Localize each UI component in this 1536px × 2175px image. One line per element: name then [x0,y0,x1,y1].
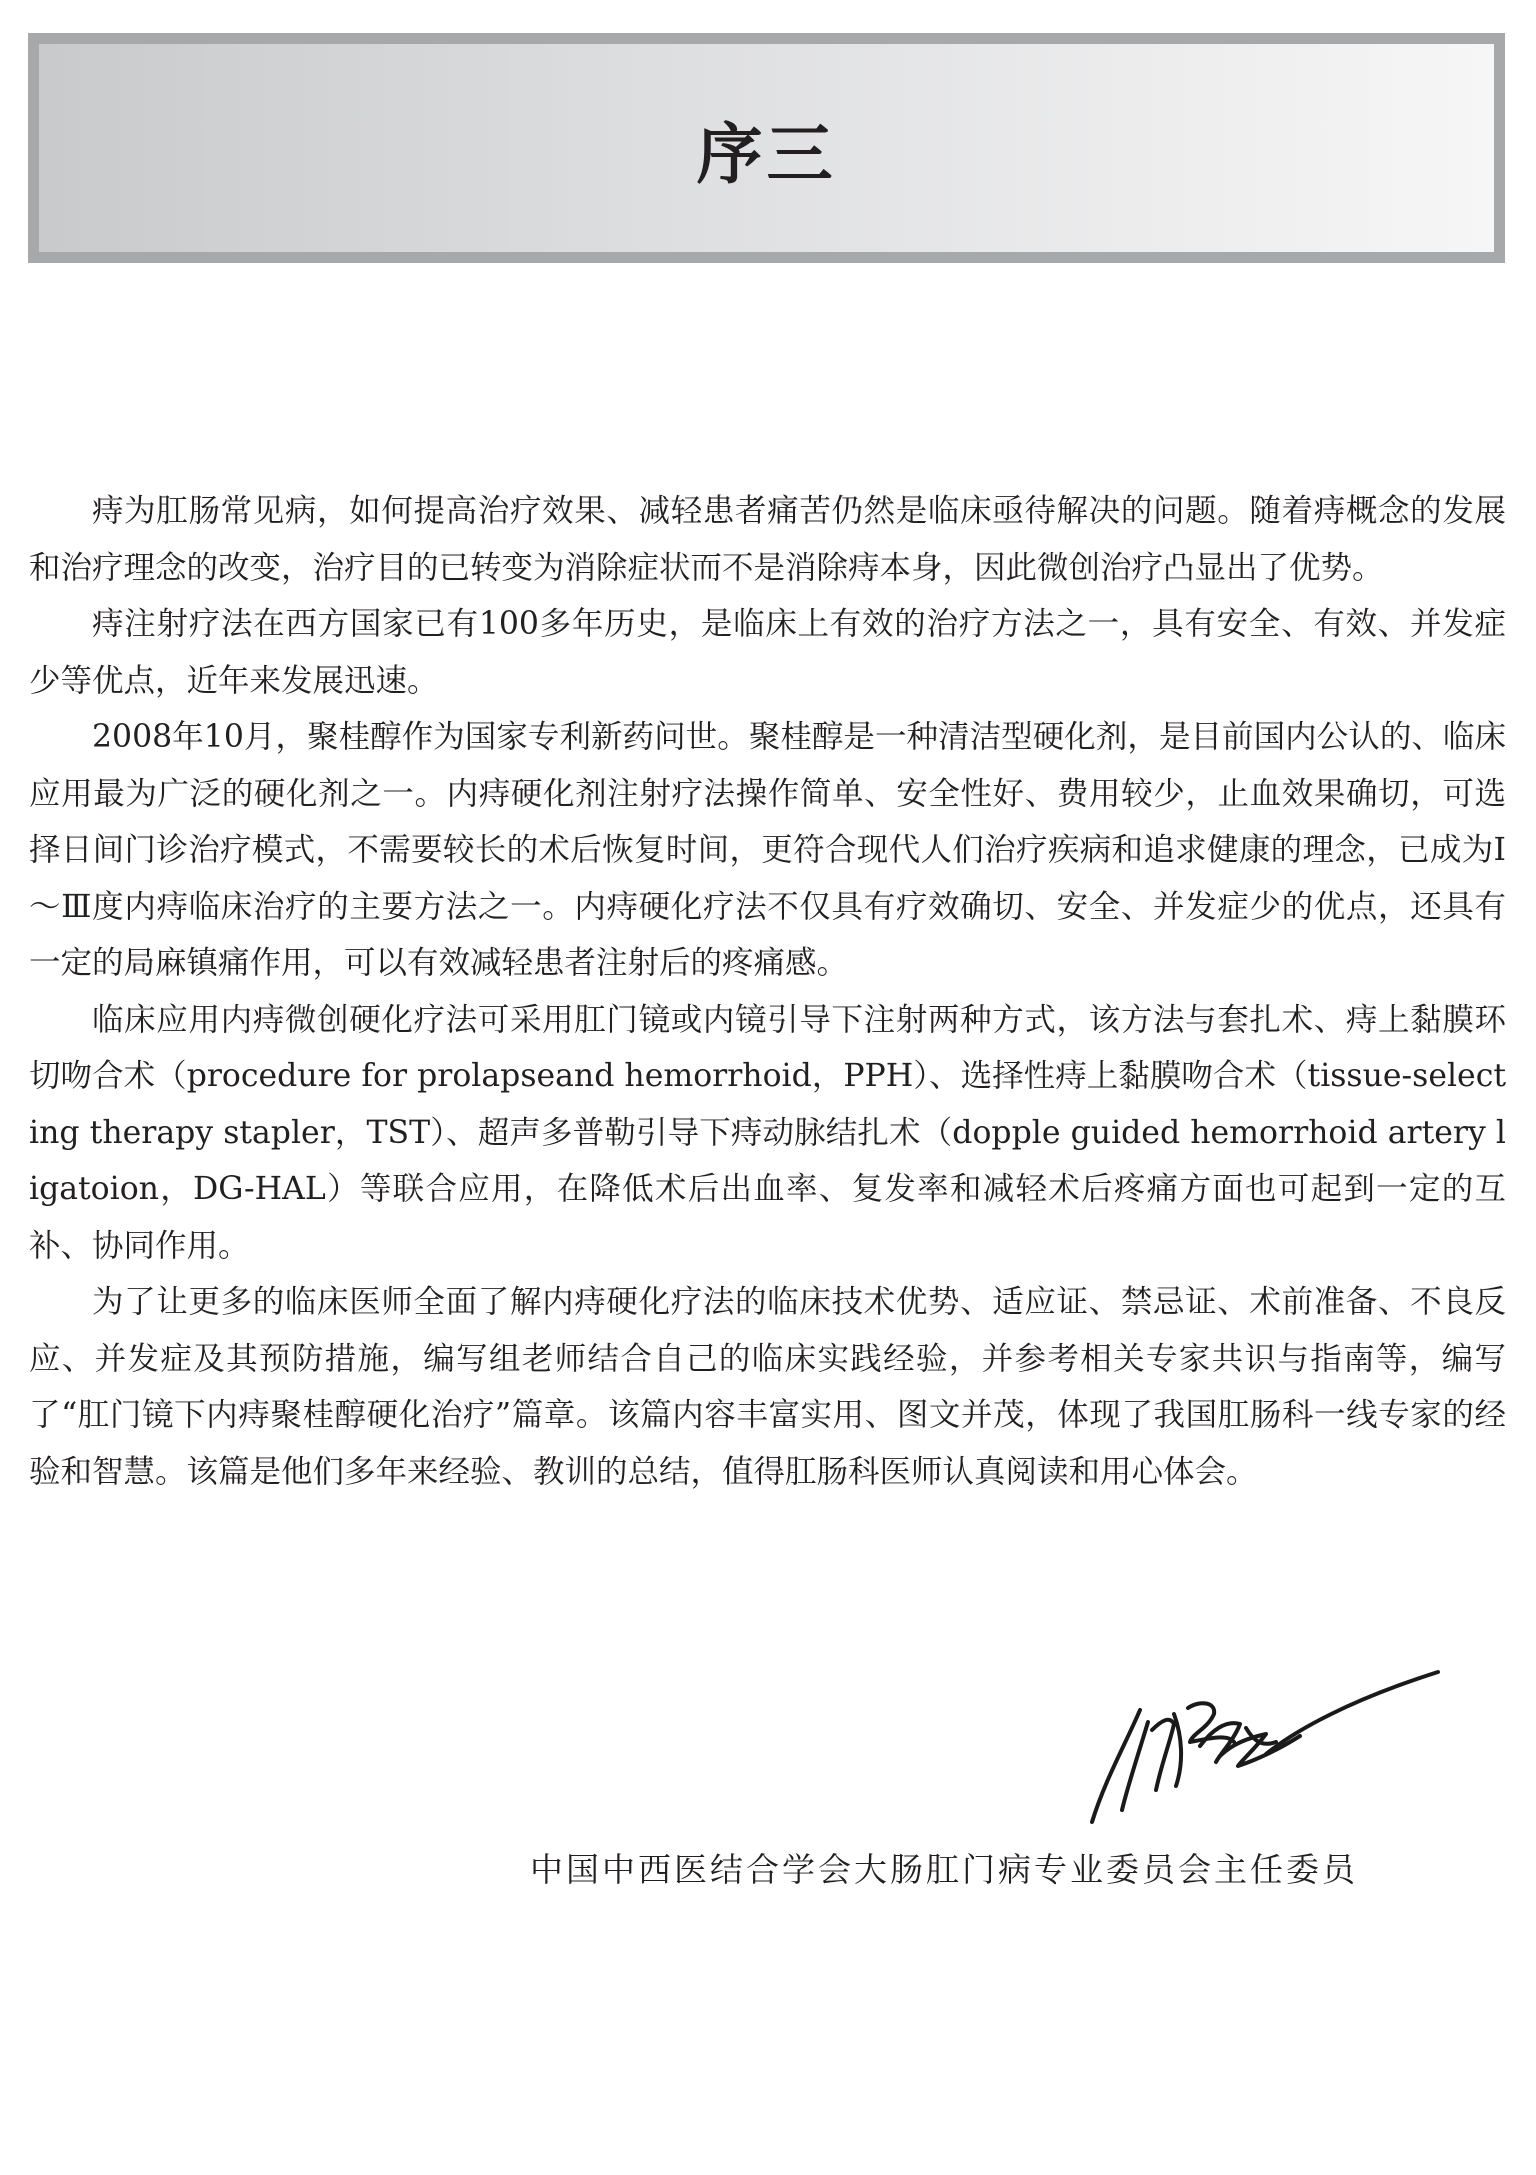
signer-title: 中国中西医结合学会大肠肛门病专业委员会主任委员 [530,1850,1358,1889]
paragraph-4: 临床应用内痔微创硬化疗法可采用肛门镜或内镜引导下注射两种方式，该方法与套扎术、痔上黏膜环切吻合术（procedure for prolapseand hemorrhoid，PPH）、选择性痔上黏膜吻合术（tissue-selecting therapy stapler，TST）、超声多普勒引导下痔动脉结扎术（dopple guided hemorrhoid artery ligatoion，DG-HAL）等联合应用，在降低术后出血率、复发率和减轻术后疼痛方面也可起到一定的互补、协同作用。 [29,1001,1506,1264]
preface-body [29,483,1506,1500]
handwritten-signature [1070,1650,1440,1830]
paragraph-1: 痔为肛肠常见病，如何提高治疗效果、减轻患者痛苦仍然是临床亟待解决的问题。随着痔概念的发展和治疗理念的改变，治疗目的已转变为消除症状而不是消除痔本身，因此微创治疗凸显出了优势。 [29,493,1506,586]
paragraph-3: 2008年10月，聚桂醇作为国家专利新药问世。聚桂醇是一种清洁型硬化剂，是目前国内公认的、临床应用最为广泛的硬化剂之一。内痔硬化剂注射疗法操作简单、安全性好、费用较少，止血效果确切，可选择日间门诊治疗模式，不需要较长的术后恢复时间，更符合现代人们治疗疾病和追求健康的理念，已成为Ⅰ～Ⅲ度内痔临床治疗的主要方法之一。内痔硬化疗法不仅具有疗效确切、安全、并发症少的优点，还具有一定的局麻镇痛作用，可以有效减轻患者注射后的疼痛感。 [29,719,1506,981]
paragraph-5: 为了让更多的临床医师全面了解内痔硬化疗法的临床技术优势、适应证、禁忌证、术前准备、不良反应、并发症及其预防措施，编写组老师结合自己的临床实践经验，并参考相关专家共识与指南等，编写了“肛门镜下内痔聚桂醇硬化治疗”篇章。该篇内容丰富实用、图文并茂，体现了我国肛肠科一线专家的经验和智慧。该篇是他们多年来经验、教训的总结，值得肛肠科医师认真阅读和用心体会。 [29,1284,1506,1490]
title-banner [28,33,1505,263]
page-title: 序三 [696,115,837,193]
paragraph-2: 痔注射疗法在西方国家已有100多年历史，是临床上有效的治疗方法之一，具有安全、有效、并发症少等优点，近年来发展迅速。 [29,606,1506,699]
